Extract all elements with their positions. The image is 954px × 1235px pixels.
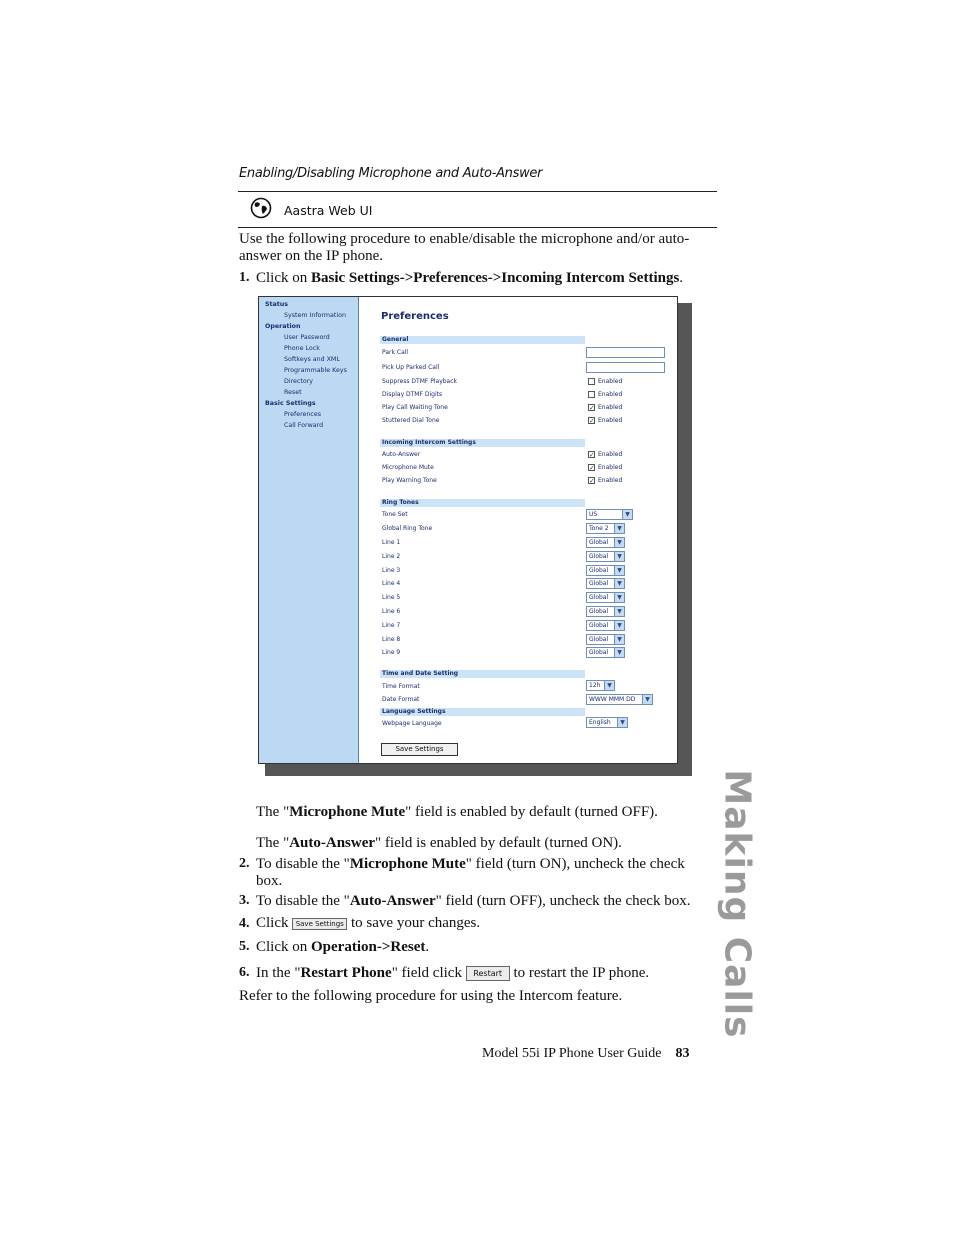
note-1-end: " field is enabled by default (turned OFF).	[405, 804, 658, 820]
tone-set-value: US	[589, 511, 598, 518]
nav-directory[interactable]: Directory	[284, 378, 314, 385]
nav-operation[interactable]: Operation	[265, 323, 301, 330]
checkbox-unchecked	[588, 378, 595, 385]
label-park-call: Park Call	[382, 349, 409, 356]
chevron-down-icon: ▼	[614, 648, 624, 657]
step-4-text: Click	[256, 915, 289, 931]
chevron-down-icon: ▼	[604, 681, 614, 690]
suppress-dtmf-checkbox[interactable]	[588, 378, 622, 385]
auto-answer-checkbox[interactable]	[588, 451, 622, 458]
step-6-number: 6.	[239, 965, 250, 980]
line-7-ring-tone-value: Global	[589, 621, 609, 629]
note-auto-answer	[256, 835, 716, 852]
global-ring-tone-select[interactable]	[586, 523, 625, 534]
step-1-end: .	[679, 270, 684, 286]
line-6-ring-tone-select[interactable]	[586, 606, 625, 617]
label-tone-set: Tone Set	[382, 511, 408, 518]
stuttered-dial-checkbox[interactable]	[588, 417, 622, 424]
step-4	[256, 915, 716, 932]
chevron-down-icon: ▼	[614, 607, 624, 616]
nav-phone-lock[interactable]: Phone Lock	[284, 345, 320, 352]
globe-icon	[250, 197, 272, 224]
page-footer	[482, 1046, 690, 1062]
step-5-path: Operation->Reset	[311, 939, 426, 955]
nav-preferences[interactable]: Preferences	[284, 411, 322, 418]
label-stuttered-dial: Stuttered Dial Tone	[382, 417, 440, 424]
line-8-ring-tone-value: Global	[589, 635, 609, 643]
step-1-text: Click on	[256, 270, 311, 286]
note-1-text: The "	[256, 804, 290, 820]
label-date-format: Date Format	[382, 696, 420, 703]
line-9-ring-tone-select[interactable]	[586, 647, 625, 658]
nav-call-forward[interactable]: Call Forward	[284, 422, 324, 429]
display-dtmf-checkbox[interactable]	[588, 391, 622, 398]
label-suppress-dtmf: Suppress DTMF Playback	[382, 378, 458, 385]
step-2-end: " field (turn ON), uncheck the check box.	[256, 856, 685, 889]
time-format-value: 12h	[589, 682, 601, 689]
checkmark-icon: ✓	[589, 464, 595, 472]
label-line-6: Line 6	[382, 608, 401, 615]
checkmark-icon: ✓	[589, 417, 595, 425]
checkmark-icon: ✓	[589, 404, 595, 412]
label-line-8: Line 8	[382, 635, 401, 643]
line-1-ring-tone-value: Global	[589, 539, 609, 546]
chevron-down-icon: ▼	[614, 579, 624, 588]
nav-reset[interactable]: Reset	[284, 389, 302, 396]
chevron-down-icon: ▼	[622, 510, 632, 519]
note-2-end: " field is enabled by default (turned ON).	[375, 835, 622, 851]
step-2	[256, 856, 711, 890]
pick-up-parked-call-input[interactable]	[586, 362, 665, 373]
suppress-dtmf-enabled: Enabled	[598, 378, 623, 385]
label-line-9: Line 9	[382, 649, 401, 657]
line-2-ring-tone-value: Global	[589, 552, 609, 560]
step-2-field: Microphone Mute	[349, 856, 466, 872]
label-line-3: Line 3	[382, 566, 401, 574]
nav-system-information[interactable]: System Information	[284, 312, 346, 319]
play-warning-checkbox[interactable]	[588, 477, 622, 484]
step-4-end: to save your changes.	[351, 915, 481, 931]
divider-bottom	[238, 227, 717, 228]
line-1-ring-tone-select[interactable]	[586, 537, 625, 548]
chevron-down-icon: ▼	[614, 524, 624, 533]
label-line-5: Line 5	[382, 594, 401, 602]
microphone-mute-checkbox[interactable]	[588, 464, 622, 471]
label-line-2: Line 2	[382, 552, 401, 560]
time-format-select[interactable]	[586, 680, 615, 691]
step-5-text: Click on	[256, 939, 311, 955]
date-format-value: WWW MMM DD	[589, 696, 636, 703]
label-pick-up-parked-call: Pick Up Parked Call	[382, 364, 440, 371]
line-9-ring-tone-value: Global	[589, 649, 609, 657]
line-4-ring-tone-value: Global	[589, 580, 609, 588]
web-ui-heading	[250, 197, 372, 223]
label-microphone-mute: Microphone Mute	[382, 464, 434, 471]
section-incoming-intercom: Incoming Intercom Settings	[380, 439, 585, 447]
nav-status[interactable]: Status	[265, 301, 289, 308]
chevron-down-icon: ▼	[614, 593, 624, 602]
line-2-ring-tone-select[interactable]	[586, 551, 625, 562]
web-ui-label: Aastra Web UI	[284, 202, 373, 218]
chevron-down-icon: ▼	[614, 566, 624, 575]
label-auto-answer: Auto-Answer	[382, 451, 421, 458]
section-time-date: Time and Date Setting	[380, 670, 585, 678]
label-display-dtmf: Display DTMF Digits	[382, 391, 443, 398]
play-call-waiting-enabled: Enabled	[598, 404, 623, 411]
step-5-end: .	[425, 939, 430, 955]
section-title: Enabling/Disabling Microphone and Auto-Answer	[239, 166, 543, 181]
auto-answer-enabled: Enabled	[598, 451, 623, 458]
line-5-ring-tone-select[interactable]	[586, 592, 625, 603]
label-line-7: Line 7	[382, 621, 401, 629]
step-2-number: 2.	[239, 856, 250, 871]
chevron-down-icon: ▼	[614, 621, 624, 630]
chevron-down-icon: ▼	[617, 718, 627, 727]
chevron-down-icon: ▼	[614, 635, 624, 644]
step-3-text: To disable the "	[256, 893, 350, 909]
step-6-text: In the "	[256, 965, 301, 981]
chevron-down-icon: ▼	[614, 538, 624, 547]
page-number: 83	[675, 1046, 690, 1061]
checkmark-icon: ✓	[589, 477, 595, 485]
intro-text: Use the following procedure to enable/disable the microphone and/or auto-answer on the IP phone.	[239, 231, 690, 264]
line-8-ring-tone-select[interactable]	[586, 634, 625, 645]
section-language: Language Settings	[380, 708, 585, 716]
label-webpage-language: Webpage Language	[382, 720, 442, 727]
step-1-number: 1.	[239, 270, 250, 285]
display-dtmf-enabled: Enabled	[598, 391, 623, 398]
line-7-ring-tone-select[interactable]	[586, 620, 625, 631]
restart-inline-button: Restart	[466, 966, 510, 981]
save-settings-button[interactable]: Save Settings	[381, 743, 458, 756]
chevron-down-icon: ▼	[642, 695, 652, 704]
section-ring-tones: Ring Tones	[380, 499, 585, 507]
label-line-1: Line 1	[382, 539, 401, 546]
preferences-title: Preferences	[381, 311, 449, 322]
divider-top	[238, 191, 717, 192]
chevron-down-icon: ▼	[614, 552, 624, 561]
line-4-ring-tone-select[interactable]	[586, 578, 625, 589]
note-microphone-mute	[256, 804, 716, 821]
save-settings-inline-button: Save Settings	[292, 918, 347, 930]
label-play-warning: Play Warning Tone	[382, 477, 437, 484]
play-call-waiting-checkbox[interactable]	[588, 404, 622, 411]
line-5-ring-tone-value: Global	[589, 594, 609, 602]
stuttered-dial-enabled: Enabled	[598, 417, 623, 424]
closing-text: Refer to the following procedure for using the Intercom feature.	[239, 988, 623, 1004]
webpage-language-select[interactable]	[586, 717, 628, 728]
step-3-field: Auto-Answer	[349, 893, 436, 909]
global-ring-tone-value: Tone 2	[589, 525, 609, 532]
checkbox-unchecked	[588, 391, 595, 398]
nav-programmable-keys[interactable]: Programmable Keys	[284, 367, 347, 374]
step-3	[256, 893, 716, 910]
step-6-end: to restart the IP phone.	[513, 965, 650, 981]
webpage-language-value: English	[589, 719, 611, 726]
section-general: General	[380, 336, 585, 344]
step-5-number: 5.	[239, 939, 250, 954]
step-1	[256, 270, 716, 287]
line-3-ring-tone-select[interactable]	[586, 565, 625, 576]
label-play-call-waiting: Play Call Waiting Tone	[382, 404, 448, 411]
note-2-text: The "	[256, 835, 290, 851]
step-2-text: To disable the "	[256, 856, 350, 872]
step-1-path: Basic Settings->Preferences->Incoming Intercom Settings	[311, 270, 680, 286]
note-1-field: Microphone Mute	[289, 804, 406, 820]
chapter-side-tab	[712, 769, 762, 1039]
microphone-mute-enabled: Enabled	[598, 464, 623, 471]
step-6-mid: " field click	[391, 965, 462, 981]
step-3-end: " field (turn OFF), uncheck the check box.	[435, 893, 691, 909]
date-format-select[interactable]	[586, 694, 653, 705]
play-warning-enabled: Enabled	[598, 477, 623, 484]
step-4-number: 4.	[239, 916, 250, 931]
nav-basic-settings[interactable]: Basic Settings	[265, 400, 316, 407]
step-3-number: 3.	[239, 893, 250, 908]
note-2-field: Auto-Answer	[289, 835, 376, 851]
label-time-format: Time Format	[382, 683, 420, 690]
footer-title: Model 55i IP Phone User Guide	[482, 1046, 662, 1061]
label-line-4: Line 4	[382, 580, 401, 588]
step-5	[256, 939, 716, 956]
sidebar-nav	[259, 297, 359, 763]
nav-user-password[interactable]: User Password	[284, 334, 330, 341]
step-6	[256, 965, 716, 982]
preferences-screenshot	[258, 296, 678, 764]
line-6-ring-tone-value: Global	[589, 608, 609, 615]
label-global-ring-tone: Global Ring Tone	[382, 525, 433, 532]
checkmark-icon: ✓	[589, 451, 595, 459]
park-call-input[interactable]	[586, 347, 665, 358]
step-6-field: Restart Phone	[300, 965, 392, 981]
chapter-side-tab-label: Making Calls	[716, 769, 758, 1039]
nav-softkeys-xml[interactable]: Softkeys and XML	[284, 356, 340, 363]
tone-set-select[interactable]	[586, 509, 633, 520]
line-3-ring-tone-value: Global	[589, 566, 609, 574]
